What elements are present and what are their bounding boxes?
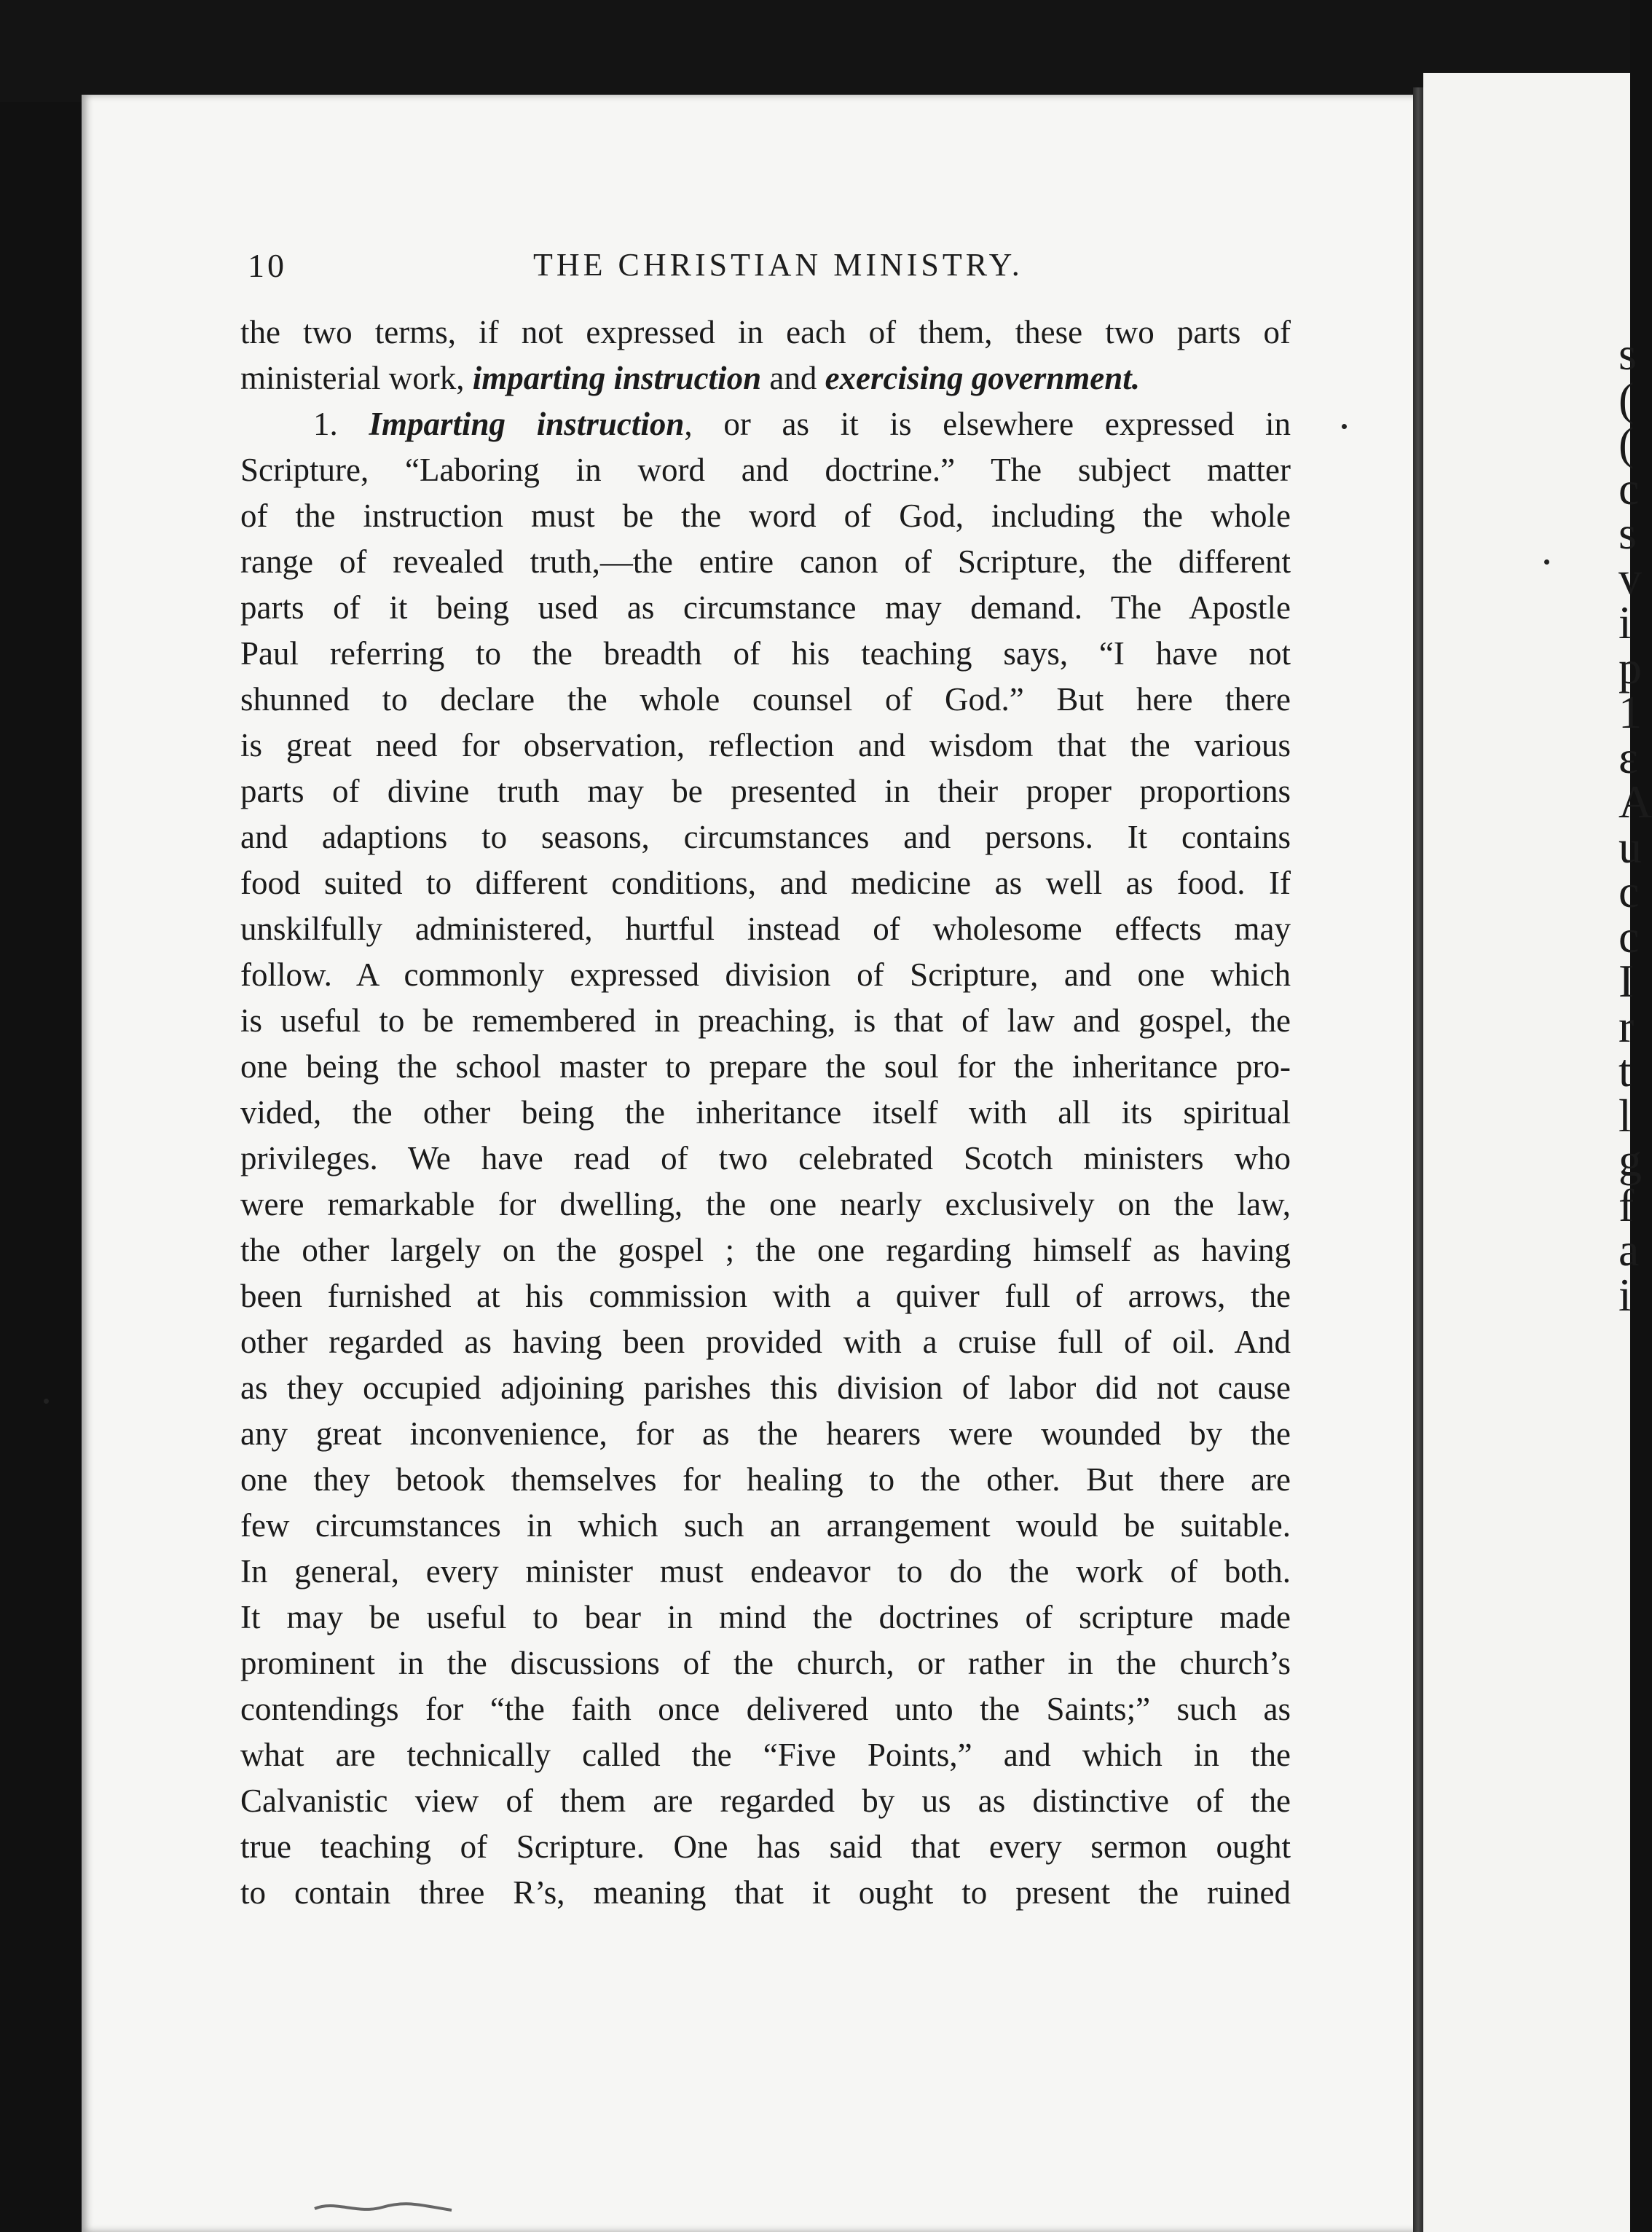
clipped-letter: I: [1618, 955, 1635, 1007]
clipped-letter: ɛ: [1618, 731, 1638, 783]
text-line: [240, 1503, 1291, 1549]
scan-speck: [44, 1399, 49, 1404]
text-line: [240, 906, 1291, 952]
clipped-letter: r: [1618, 999, 1635, 1052]
text-segment: contendings for “the faith once delivered unto the Saints;” such as: [240, 1691, 1291, 1727]
text-segment: any great inconvenience, for as the hearers were wounded by the: [240, 1415, 1291, 1452]
text-segment: parts of divine truth may be presented in their proper proportions: [240, 773, 1291, 809]
text-segment: of the instruction must be the word of God, including the whole: [240, 498, 1291, 534]
text-segment: the other largely on the gospel ; the one regarding himself as having: [240, 1232, 1291, 1268]
text-segment: one they betook themselves for healing to the other. But there are: [240, 1461, 1291, 1498]
emphasis-text: imparting instruction: [472, 360, 762, 396]
text-line: [240, 1595, 1291, 1640]
text-segment: as they occupied adjoining parishes this division of labor did not cause: [240, 1370, 1291, 1406]
text-line: [240, 952, 1291, 998]
right-page-clipped-text: [1618, 328, 1652, 1321]
text-line: [240, 447, 1291, 493]
text-segment: range of revealed truth,—the entire canon of Scripture, the different: [240, 543, 1291, 580]
clipped-letter: s: [1618, 328, 1637, 380]
text-line: [240, 1090, 1291, 1136]
clipped-letter: u: [1618, 820, 1642, 873]
text-line: [240, 631, 1291, 677]
clipped-letter: A: [1618, 776, 1652, 828]
text-segment: and: [761, 360, 825, 396]
clipped-letter: c: [1618, 462, 1640, 514]
text-segment: the two terms, if not expressed in each of them, these two parts of: [240, 314, 1291, 350]
clipped-letter: (: [1618, 417, 1635, 469]
text-line: [240, 493, 1291, 539]
text-line: [240, 1273, 1291, 1319]
text-line: [240, 1227, 1291, 1273]
clipped-letter: i: [1618, 1268, 1632, 1321]
text-line: [240, 1686, 1291, 1732]
text-segment: few circumstances in which such an arrangement would be suitable.: [240, 1507, 1291, 1544]
emphasis-text: Imparting instruction: [369, 406, 685, 442]
clipped-letter: s: [1618, 507, 1637, 559]
text-segment: It may be useful to bear in mind the doctrines of scripture made: [240, 1599, 1291, 1635]
ink-smudge: [313, 2193, 459, 2222]
text-segment: what are technically called the “Five Points,” and which in the: [240, 1737, 1291, 1773]
text-line: [240, 1778, 1291, 1824]
text-segment: privileges. We have read of two celebrated Scotch ministers who: [240, 1140, 1291, 1176]
text-segment: were remarkable for dwelling, the one nearly exclusively on the law,: [240, 1186, 1291, 1222]
page-header: [248, 246, 1289, 290]
running-title: THE CHRISTIAN MINISTRY.: [533, 247, 1023, 283]
text-line: [240, 1365, 1291, 1411]
text-line: [240, 355, 1291, 401]
text-segment: other regarded as having been provided with a cruise full of oil. And: [240, 1324, 1291, 1360]
text-line: [240, 1732, 1291, 1778]
text-segment: vided, the other being the inheritance itself with all its spiritual: [240, 1094, 1291, 1131]
text-line: [240, 1549, 1291, 1595]
text-line: [240, 585, 1291, 631]
text-line: [240, 723, 1291, 769]
text-segment: parts of it being used as circumstance may demand. The Apostle: [240, 589, 1291, 626]
clipped-letter: v: [1618, 551, 1642, 604]
text-line: [240, 1319, 1291, 1365]
scan-speck: [1544, 559, 1549, 565]
emphasis-text: exercising government.: [825, 360, 1141, 396]
text-line: [240, 860, 1291, 906]
text-segment: follow. A commonly expressed division of Scripture, and one which: [240, 956, 1291, 993]
scan-speck: [1342, 424, 1347, 429]
right-page-edge: [1423, 73, 1652, 2232]
text-line: [240, 1640, 1291, 1686]
clipped-letter: p: [1618, 641, 1642, 693]
clipped-letter: (: [1618, 372, 1635, 425]
text-line: [240, 1136, 1291, 1182]
text-line: [240, 401, 1291, 447]
text-segment: is useful to be remembered in preaching, is that of law and gospel, the: [240, 1002, 1291, 1039]
text-segment: true teaching of Scripture. One has said that every sermon ought: [240, 1828, 1291, 1865]
page-number: 10: [248, 247, 287, 284]
text-line: [240, 1044, 1291, 1090]
text-segment: one being the school master to prepare the soul for the inheritance pro-: [240, 1048, 1291, 1085]
text-segment: shunned to declare the whole counsel of God.” But here there: [240, 681, 1291, 718]
clipped-letter: l: [1618, 1089, 1632, 1141]
clipped-letter: a: [1618, 1224, 1640, 1276]
text-segment: Calvanistic view of them are regarded by us as distinctive of the: [240, 1783, 1291, 1819]
clipped-letter: t: [1618, 1045, 1632, 1096]
clipped-letter: g: [1618, 1134, 1642, 1186]
text-line: [240, 1457, 1291, 1503]
book-gutter: [1413, 87, 1423, 2232]
text-segment: ministerial work,: [240, 360, 473, 396]
text-segment: unskilfully administered, hurtful instead of wholesome effects may: [240, 911, 1291, 947]
text-line: [240, 310, 1291, 355]
text-line: [240, 814, 1291, 860]
text-line: [240, 769, 1291, 814]
clipped-letter: c: [1618, 865, 1640, 917]
text-line: [240, 1411, 1291, 1457]
text-line: [240, 677, 1291, 723]
scan-background: [0, 0, 1630, 102]
clipped-letter: i: [1618, 597, 1632, 648]
text-segment: 1.: [313, 406, 369, 442]
text-segment: In general, every minister must endeavor to do the work of both.: [240, 1553, 1291, 1589]
text-line: [240, 539, 1291, 585]
text-segment: been furnished at his commission with a quiver full of arrows, the: [240, 1278, 1291, 1314]
text-segment: Scripture, “Laboring in word and doctrine.” The subject matter: [240, 452, 1291, 488]
clipped-letter: 1: [1618, 686, 1642, 738]
text-segment: Paul referring to the breadth of his teaching says, “I have not: [240, 635, 1291, 672]
text-segment: is great need for observation, reflection and wisdom that the various: [240, 727, 1291, 763]
text-segment: prominent in the discussions of the church, or rather in the church’s: [240, 1645, 1291, 1681]
text-segment: to contain three R’s, meaning that it ought to present the ruined: [240, 1874, 1291, 1911]
text-line: [240, 1824, 1291, 1870]
body-text: [240, 310, 1291, 1911]
text-segment: food suited to different conditions, and medicine as well as food. If: [240, 865, 1291, 901]
clipped-letter: c: [1618, 910, 1640, 962]
text-segment: , or as it is elsewhere expressed in: [684, 406, 1291, 442]
text-line: [240, 998, 1291, 1044]
text-line: [240, 1182, 1291, 1227]
text-segment: and adaptions to seasons, circumstances and persons. It contains: [240, 819, 1291, 855]
clipped-letter: f: [1618, 1179, 1635, 1231]
text-line: [240, 1870, 1291, 1911]
